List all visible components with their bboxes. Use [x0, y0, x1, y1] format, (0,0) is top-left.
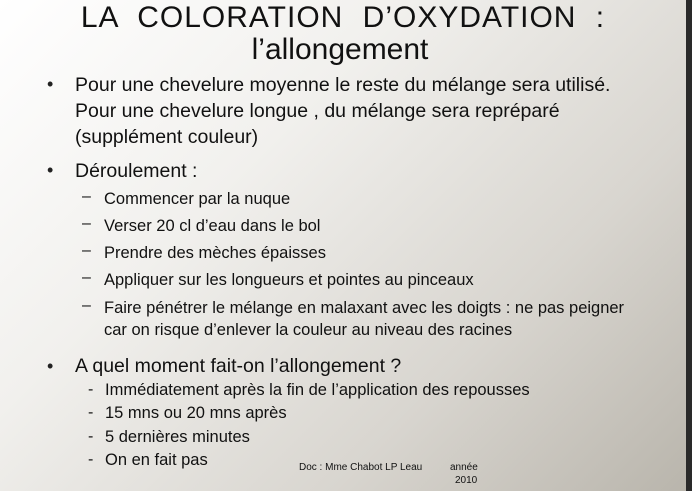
- bullet-dot: •: [47, 356, 54, 376]
- window-edge: [686, 0, 692, 491]
- list-item: On en fait pas: [105, 451, 208, 469]
- list-item: Immédiatement après la fin de l’application des repousses: [105, 381, 530, 399]
- dash-marker: -: [88, 428, 94, 445]
- bullet-2-label: Déroulement :: [75, 160, 198, 182]
- bullet-1-line-2: Pour une chevelure longue , du mélange sera repréparé: [75, 100, 560, 122]
- dash-marker: –: [82, 269, 91, 286]
- footer-author: Doc : Mme Chabot LP Leau: [299, 462, 423, 473]
- list-item: Prendre des mèches épaisses: [104, 244, 326, 262]
- dash-marker: –: [82, 188, 91, 205]
- list-item: Faire pénétrer le mélange en malaxant avec les doigts : ne pas peigner: [104, 299, 625, 317]
- bullet-dot: •: [47, 74, 54, 94]
- list-item-continuation: car on risque d’enlever la couleur au niveau des racines: [104, 321, 513, 339]
- list-item: Commencer par la nuque: [104, 190, 291, 208]
- bullet-1-line-3: (supplément couleur): [75, 126, 259, 148]
- dash-marker: -: [88, 404, 94, 421]
- list-item: 15 mns ou 20 mns après: [105, 404, 287, 422]
- bullet-1-line-1: Pour une chevelure moyenne le reste du mélange sera utilisé.: [75, 74, 611, 96]
- list-item: Appliquer sur les longueurs et pointes au pinceaux: [104, 271, 474, 289]
- dash-marker: –: [82, 242, 91, 259]
- dash-marker: -: [88, 451, 94, 468]
- list-item: 5 dernières minutes: [105, 428, 250, 446]
- footer-year-label: année: [450, 462, 478, 473]
- slide-subtitle: l’allongement: [251, 33, 429, 66]
- bullet-3-label: A quel moment fait-on l’allongement ?: [75, 355, 402, 377]
- bullet-dot: •: [47, 160, 54, 180]
- dash-marker: -: [88, 381, 94, 398]
- footer-year: 2010: [455, 475, 478, 486]
- slide-title: LA COLORATION D’OXYDATION :: [80, 1, 606, 34]
- list-item: Verser 20 cl d’eau dans le bol: [104, 217, 321, 235]
- dash-marker: –: [82, 297, 91, 314]
- dash-marker: –: [82, 215, 91, 232]
